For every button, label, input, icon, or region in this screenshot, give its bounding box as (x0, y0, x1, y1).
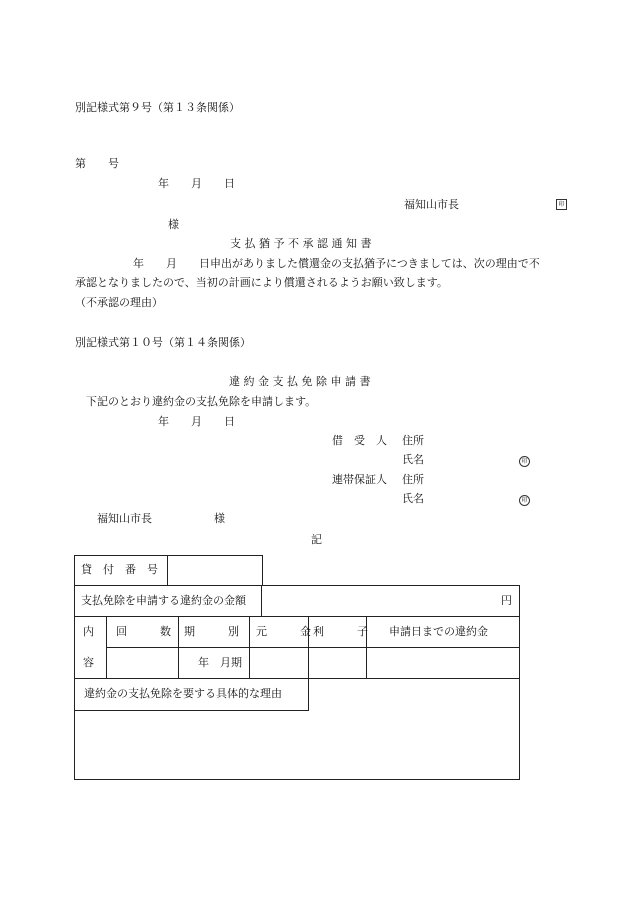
row-line-2 (106, 647, 519, 648)
form9-issuer: 福知山市長 (404, 198, 459, 211)
form10-intro: 下記のとおり違約金の支払免除を申請します。 (86, 395, 317, 408)
guarantor-label: 連帯保証人 (332, 473, 387, 486)
loan-number-label: 貸 付 番 号 (81, 563, 158, 576)
form9-date-line: 年 月 日 (158, 177, 235, 190)
amount-divider (261, 585, 262, 616)
row-line-3 (74, 678, 519, 679)
ki-marker: 記 (311, 533, 322, 546)
detail-label-bottom: 容 (83, 656, 94, 669)
borrower-label: 借 受 人 (332, 434, 387, 447)
reason-label: 違約金の支払免除を要する具体的な理由 (84, 687, 282, 700)
form9-title: 支 払 猶 予 不 承 認 通 知 書 (230, 237, 372, 250)
row-line-1 (74, 616, 519, 617)
form10-addressee-suffix: 様 (214, 512, 225, 525)
col-penalty-header: 申請日までの違約金 (389, 625, 488, 638)
form10-heading: 別記様式第１０号（第１４条関係） (75, 336, 251, 349)
form9-body-line2: 承認となりましたので、当初の計画により償還されるようお願い致します。 (75, 276, 448, 289)
amount-label: 支払免除を申請する違約金の金額 (81, 594, 246, 607)
col-count-header: 回 数 (116, 625, 171, 638)
main-table-frame (74, 585, 520, 780)
col-principal-header: 元 金 (256, 625, 311, 638)
col-line-2 (178, 616, 179, 678)
reason-label-right-line (308, 678, 309, 710)
col-period-header: 期 別 (184, 625, 239, 638)
form10-title: 違 約 金 支 払 免 除 申 請 書 (229, 375, 371, 388)
guarantor-address-label: 住所 (402, 473, 424, 486)
form9-seal-mark: 印 (556, 199, 567, 210)
loan-number-divider (167, 555, 168, 585)
col-line-3 (249, 616, 250, 678)
form9-number-line: 第 号 (75, 157, 119, 170)
borrower-name-label: 氏名 (402, 453, 424, 466)
reason-label-bottom-line (74, 710, 309, 711)
form9-heading: 別記様式第９号（第１３条関係） (75, 101, 240, 114)
period-value: 年 月期 (198, 656, 242, 669)
form10-addressee: 福知山市長 (97, 512, 152, 525)
form9-addressee-suffix: 様 (168, 218, 179, 231)
amount-unit: 円 (501, 594, 512, 607)
form9-body-line1: 年 月 日申出がありました償還金の支払猶予につきましては、次の理由で不 (133, 257, 540, 270)
col-interest-header: 利 子 (313, 625, 368, 638)
form9-reason-label: （不承認の理由） (75, 296, 163, 309)
detail-label-top: 内 (83, 625, 94, 638)
guarantor-seal-mark: 印 (519, 495, 530, 506)
guarantor-name-label: 氏名 (402, 492, 424, 505)
col-line-1 (106, 616, 107, 678)
borrower-seal-mark: 印 (519, 456, 530, 467)
borrower-address-label: 住所 (402, 434, 424, 447)
form10-date-line: 年 月 日 (158, 415, 235, 428)
